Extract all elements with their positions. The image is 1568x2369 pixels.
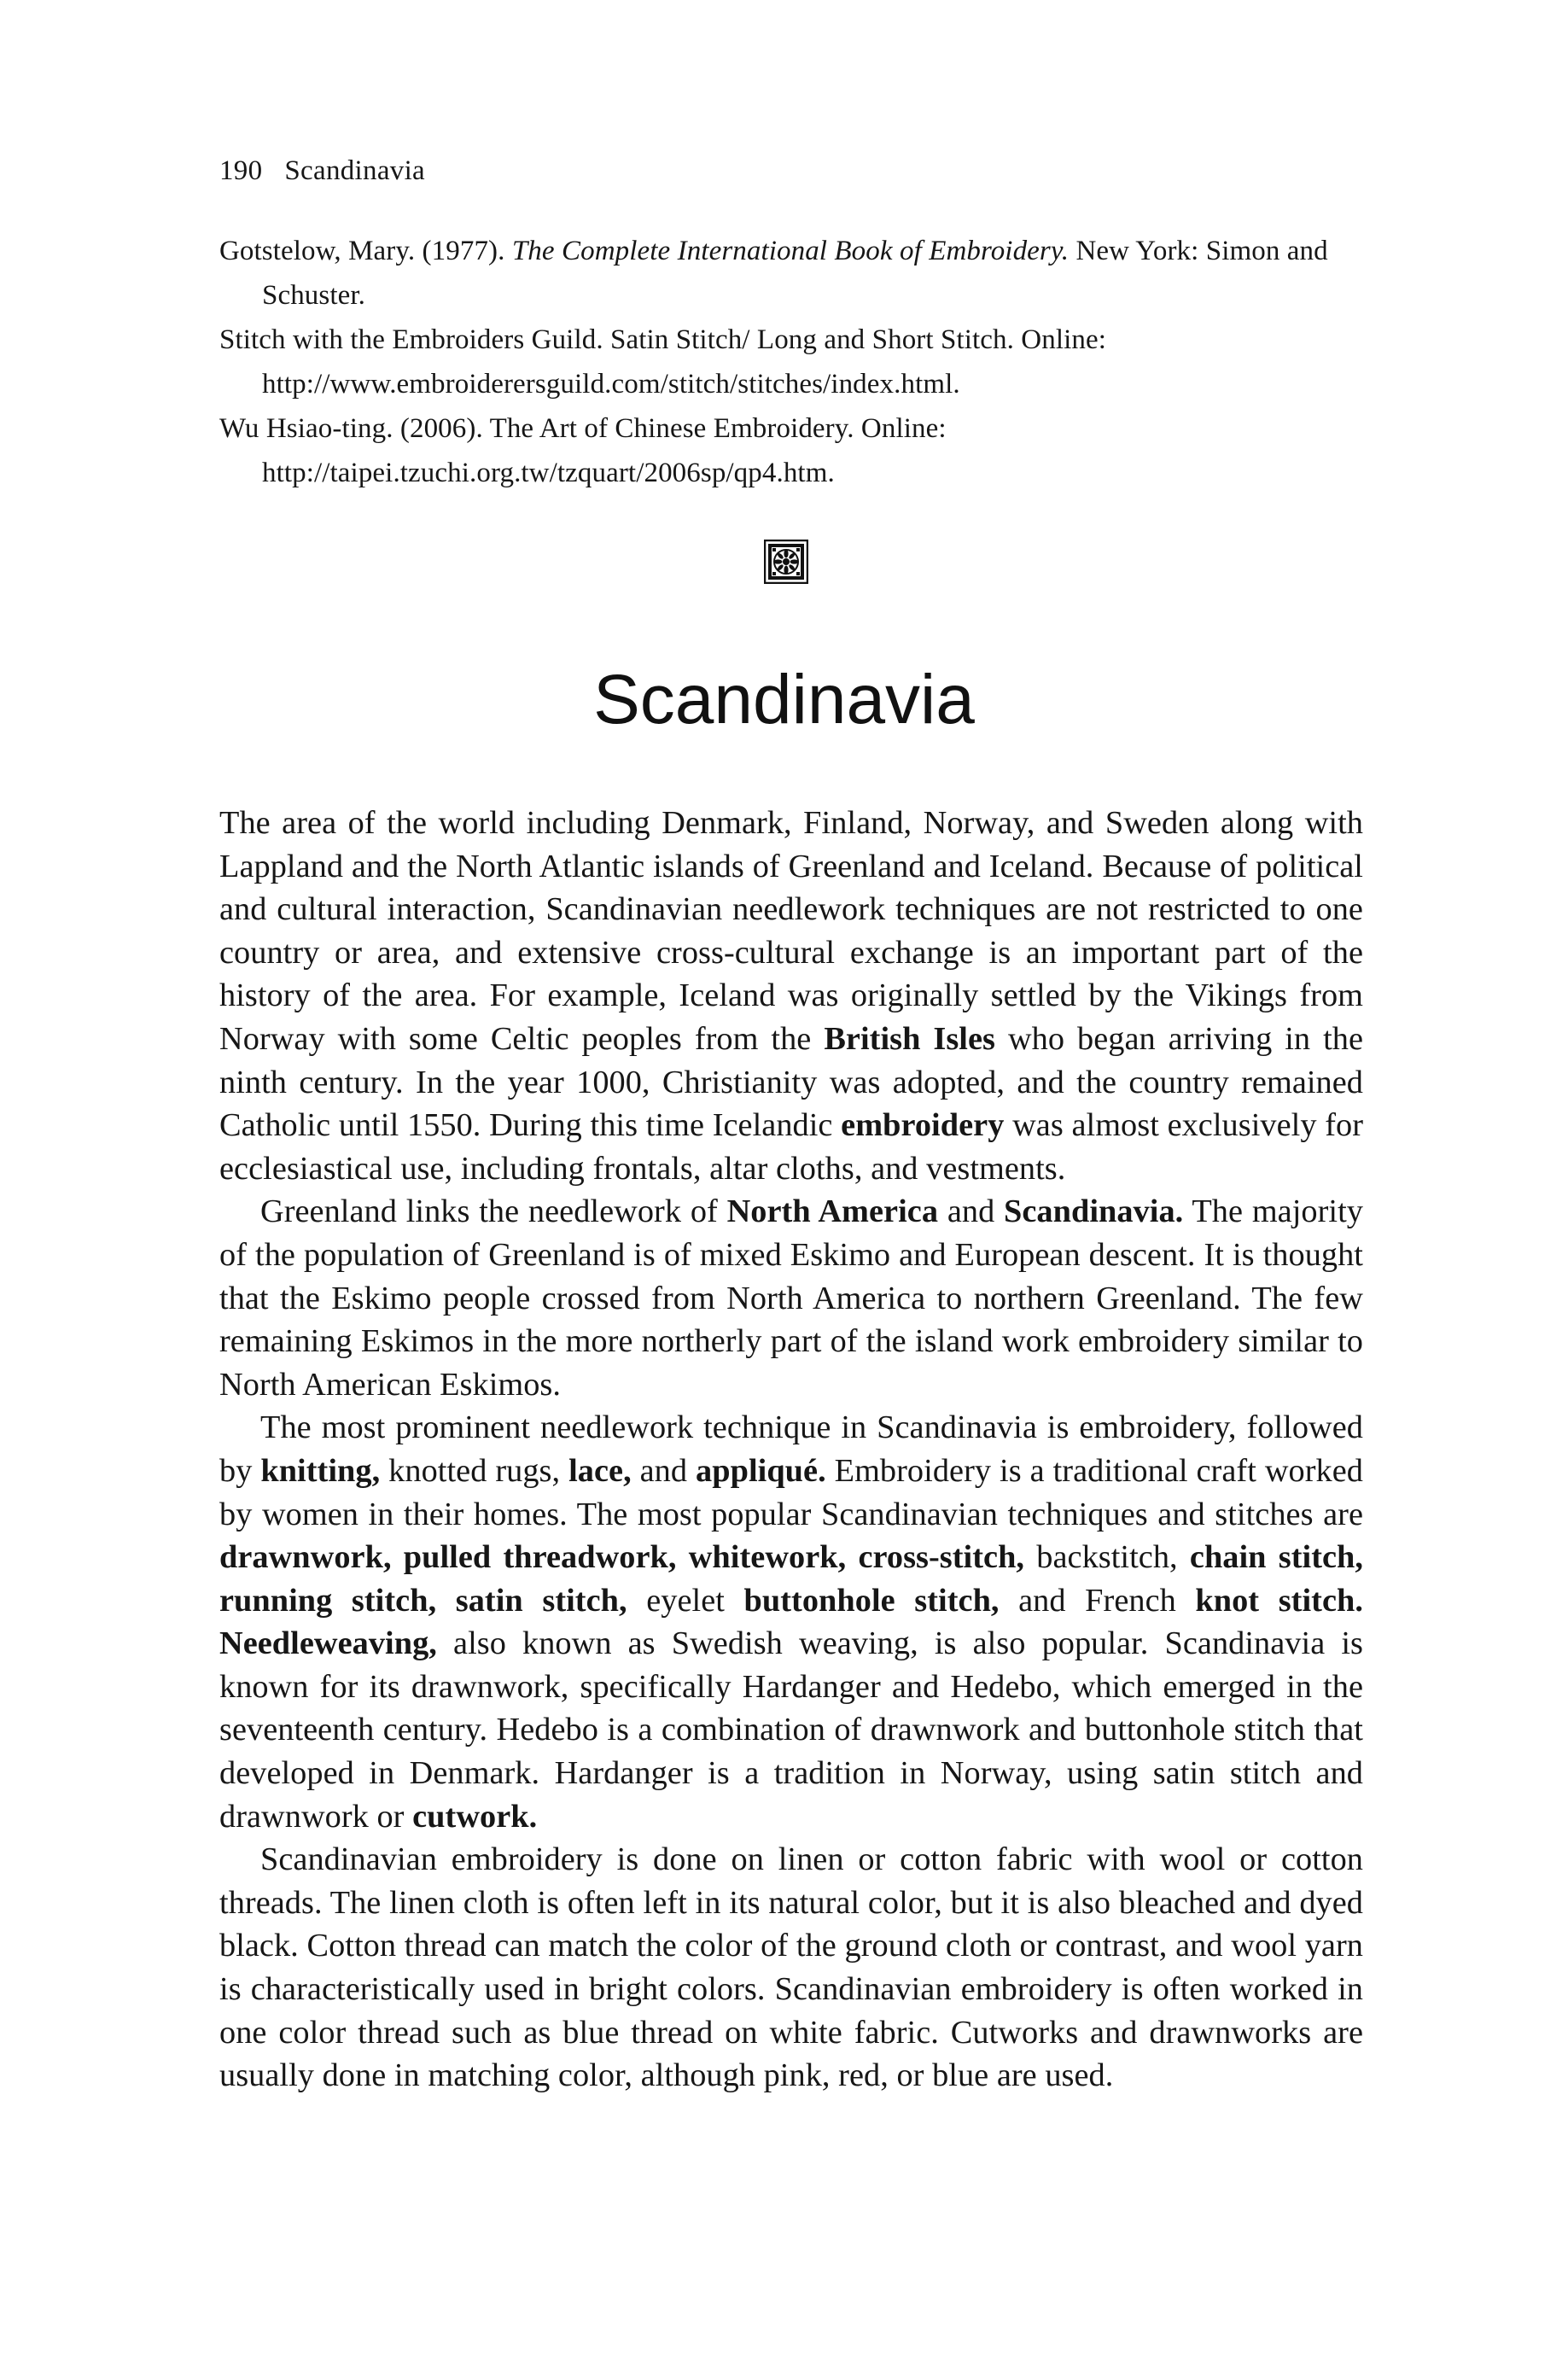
body-paragraph xyxy=(219,1838,1363,2098)
body-paragraph xyxy=(219,1406,1363,1838)
paragraph-text: also known as Swedish weaving, is also popular. Scandinavia is known for its drawnwork, specifically Hardanger and Hedebo, which emerged in the seventeenth century. Hedebo is a combination of drawnwork and buttonhole stitch that developed in Denmark. Hardanger is a tradition in Norway, using satin stitch and drawnwork or xyxy=(219,1625,1363,1835)
running-head-title: Scandinavia xyxy=(284,155,425,186)
page-number: 190 xyxy=(219,155,263,186)
square-floral-ornament-icon xyxy=(764,540,808,584)
glossary-term: knitting, xyxy=(260,1452,381,1489)
glossary-term: British Isles xyxy=(824,1020,995,1057)
paragraph-text: The most prominent needlework technique in Scandinavia is embroidery, followed by xyxy=(219,1409,1363,1489)
glossary-term: North America xyxy=(726,1193,939,1230)
glossary-term: drawnwork, pulled threadwork, whitework, cross-stitch, xyxy=(219,1539,1025,1576)
glossary-term: buttonhole stitch, xyxy=(743,1582,1000,1619)
glossary-term: chain stitch, running stitch, satin stitch, xyxy=(219,1539,1364,1619)
reference-text: Wu Hsiao-ting. (2006). The Art of Chinese Embroidery. Online: http://taipei.tzuchi.org.tw/tzquart/2006sp/qp4.htm. xyxy=(219,413,947,488)
glossary-term: lace, xyxy=(568,1452,632,1489)
running-header xyxy=(219,151,425,190)
paragraph-text: and xyxy=(938,1193,1005,1230)
paragraph-text: Embroidery is a traditional craft worked by women in their homes. The most popular Scandinavian techniques and stitches are xyxy=(219,1452,1364,1532)
glossary-term: knot stitch. Needleweaving, xyxy=(219,1582,1363,1662)
reference-text: Gotstelow, Mary. (1977). xyxy=(219,236,512,266)
reference-entry xyxy=(219,229,1363,318)
paragraph-text: Greenland links the needlework of xyxy=(260,1193,727,1230)
paragraph-text: The majority of the population of Greenland is of mixed Eskimo and European descent. It is thought that the Eskimo people crossed from North America to northern Greenland. The few remaining Eskimos in the more northerly part of the island work embroidery similar to North American Eskimos. xyxy=(219,1193,1363,1403)
reference-book-title: The Complete International Book of Embroidery. xyxy=(511,236,1070,266)
glossary-term: Scandinavia. xyxy=(1004,1193,1184,1230)
section-title: Scandinavia xyxy=(593,661,975,738)
paragraph-text: Scandinavian embroidery is done on linen or cotton fabric with wool or cotton threads. The linen cloth is often left in its natural color, but it is also bleached and dyed black. Cotton thread can match the color of the ground cloth or contrast, and wool yarn is characteristically used in bright colors. Scandinavian embroidery is often worked in one color thread such as blue thread on white fabric. Cutworks and drawnworks are usually done in matching color, although pink, red, or blue are used. xyxy=(219,1841,1363,2094)
article-body xyxy=(219,802,1363,2098)
paragraph-text: was almost exclusively for ecclesiastical use, including frontals, altar cloths, and vestments. xyxy=(219,1107,1364,1187)
reference-text: New York: Simon and Schuster. xyxy=(262,236,1328,311)
paragraph-text: backstitch, xyxy=(1024,1539,1190,1576)
glossary-term: cutwork. xyxy=(412,1798,538,1835)
paragraph-text: eyelet xyxy=(627,1582,744,1619)
reference-list xyxy=(219,229,1363,495)
glossary-term: appliqué. xyxy=(696,1452,826,1489)
paragraph-text: and xyxy=(631,1452,697,1489)
body-paragraph xyxy=(219,1190,1363,1406)
paragraph-text: and French xyxy=(999,1582,1196,1619)
reference-entry xyxy=(219,318,1363,406)
reference-text: Stitch with the Embroiders Guild. Satin Stitch/ Long and Short Stitch. Online: http://www.embroiderersguild.com/stitch/stitches/index.html. xyxy=(219,324,1106,400)
paragraph-text: who began arriving in the ninth century. In the year 1000, Christianity was adopted, and the country remained Catholic until 1550. During this time Icelandic xyxy=(219,1020,1363,1144)
paragraph-text: The area of the world including Denmark, Finland, Norway, and Sweden along with Lappland and the North Atlantic islands of Greenland and Iceland. Because of political and cultural interaction, Scandinavian needlework techniques are not restricted to one country or area, and extensive cross-cultural exchange is an important part of the history of the area. For example, Iceland was originally settled by the Vikings from Norway with some Celtic peoples from the xyxy=(219,805,1363,1057)
glossary-term: embroidery xyxy=(841,1107,1005,1144)
reference-entry xyxy=(219,406,1363,495)
body-paragraph xyxy=(219,802,1363,1190)
paragraph-text: knotted rugs, xyxy=(380,1452,569,1489)
